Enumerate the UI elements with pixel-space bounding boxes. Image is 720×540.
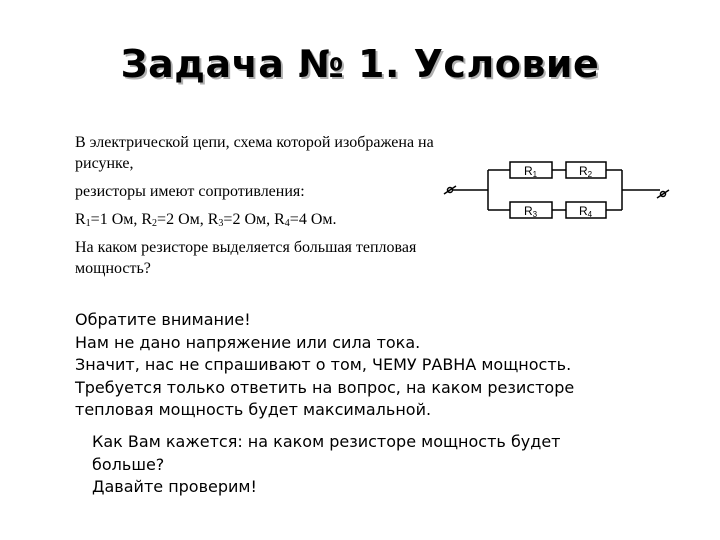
question-line: больше?: [92, 454, 165, 474]
slide-title: Задача № 1. Условие: [120, 42, 600, 86]
condition-resistance-values: [75, 209, 435, 230]
condition-intro: В электрической цепи, схема которой изображена на рисунке,: [75, 134, 434, 172]
value-r4: $R_4=4$ Ом.: [274, 211, 337, 229]
value-r1: $R_1=1$ Ом,: [75, 211, 142, 229]
value-r2: $R_2=2$ Ом,: [141, 211, 208, 229]
note-line: Требуется только ответить на вопрос, на каком резисторе: [75, 377, 575, 397]
condition-question: На каком резисторе выделяется большая тепловая мощность?: [75, 239, 417, 277]
note-line: Значит, нас не спрашивают о том, ЧЕМУ РАВНА мощность.: [75, 355, 572, 374]
value-r3: $R_3=2$ Ом,: [207, 211, 275, 229]
label-r1: R1: [524, 164, 538, 179]
problem-condition: [75, 132, 435, 286]
note-line: тепловая мощность будет максимальной.: [75, 400, 432, 419]
note-line: Нам не дано напряжение или сила тока.: [75, 332, 421, 352]
label-r3: R3: [524, 204, 538, 219]
question-line: Давайте проверим!: [92, 477, 257, 496]
label-r4: R4: [579, 204, 593, 219]
discussion-question: [92, 431, 692, 499]
attention-note: [75, 309, 705, 422]
question-line: Как Вам кажется: на каком резисторе мощность будет: [92, 432, 561, 451]
circuit-diagram: [440, 150, 680, 230]
condition-resistors-intro: резисторы имеют сопротивления:: [75, 183, 305, 200]
label-r2: R2: [579, 164, 593, 179]
note-line: Обратите внимание!: [75, 310, 251, 329]
